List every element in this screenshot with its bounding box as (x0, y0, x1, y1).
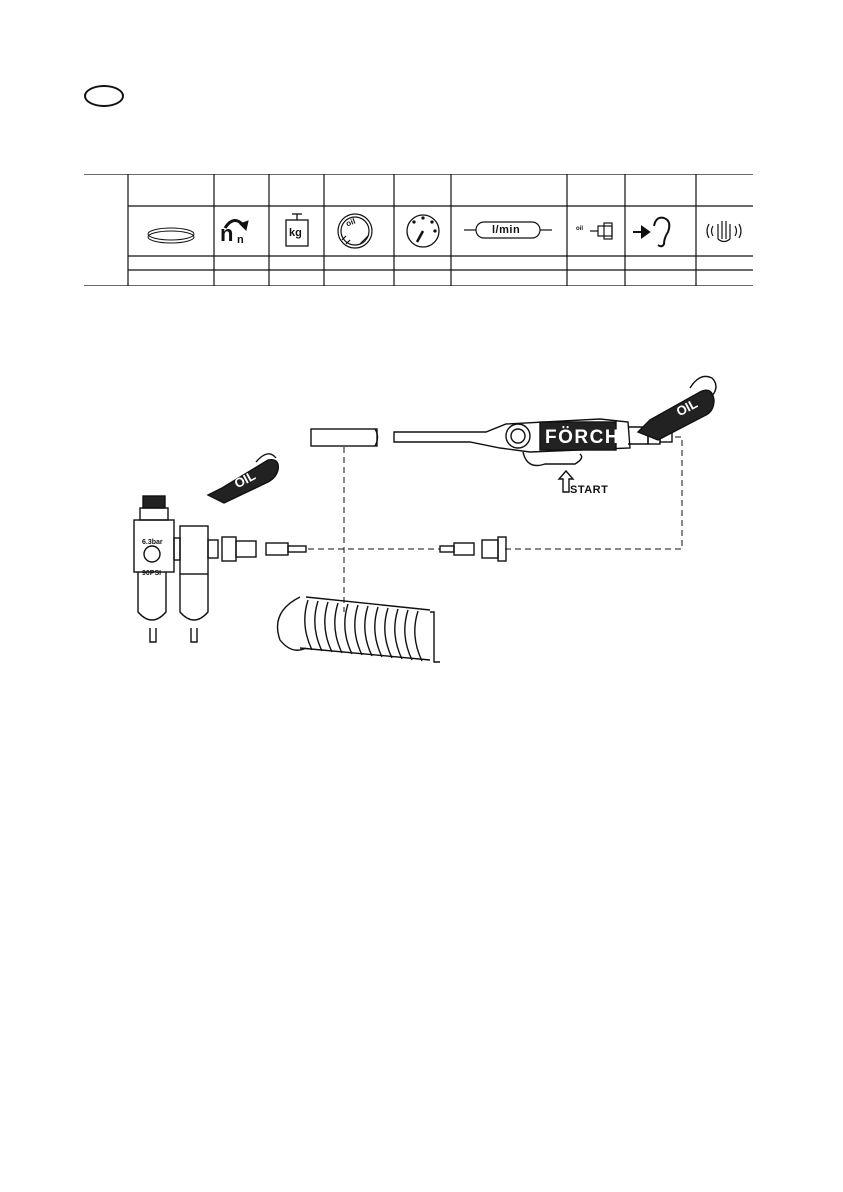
oil-label-right: OIL (673, 395, 700, 420)
weight-symbol: kg (289, 227, 302, 239)
brand-label: FÖRCH (545, 427, 621, 448)
coupler-right-icon (440, 537, 506, 561)
inlet-symbol: oil (576, 226, 583, 232)
consumption-symbol: l/min (492, 224, 521, 236)
start-label: START (570, 484, 609, 496)
coiled-hose-icon (278, 597, 441, 662)
regulator-pressure: 6.3bar (142, 539, 163, 546)
oil-label-left: OIL (231, 467, 258, 492)
oil-symbol: oil (344, 216, 357, 229)
filter-regulator-unit-icon (134, 496, 218, 642)
coupler-left-icon (222, 537, 306, 561)
hose-piece-icon (311, 429, 378, 446)
speed-subscript: n (237, 234, 244, 246)
regulator-psi: 90PSI (142, 570, 162, 577)
speed-symbol: n (220, 221, 234, 246)
